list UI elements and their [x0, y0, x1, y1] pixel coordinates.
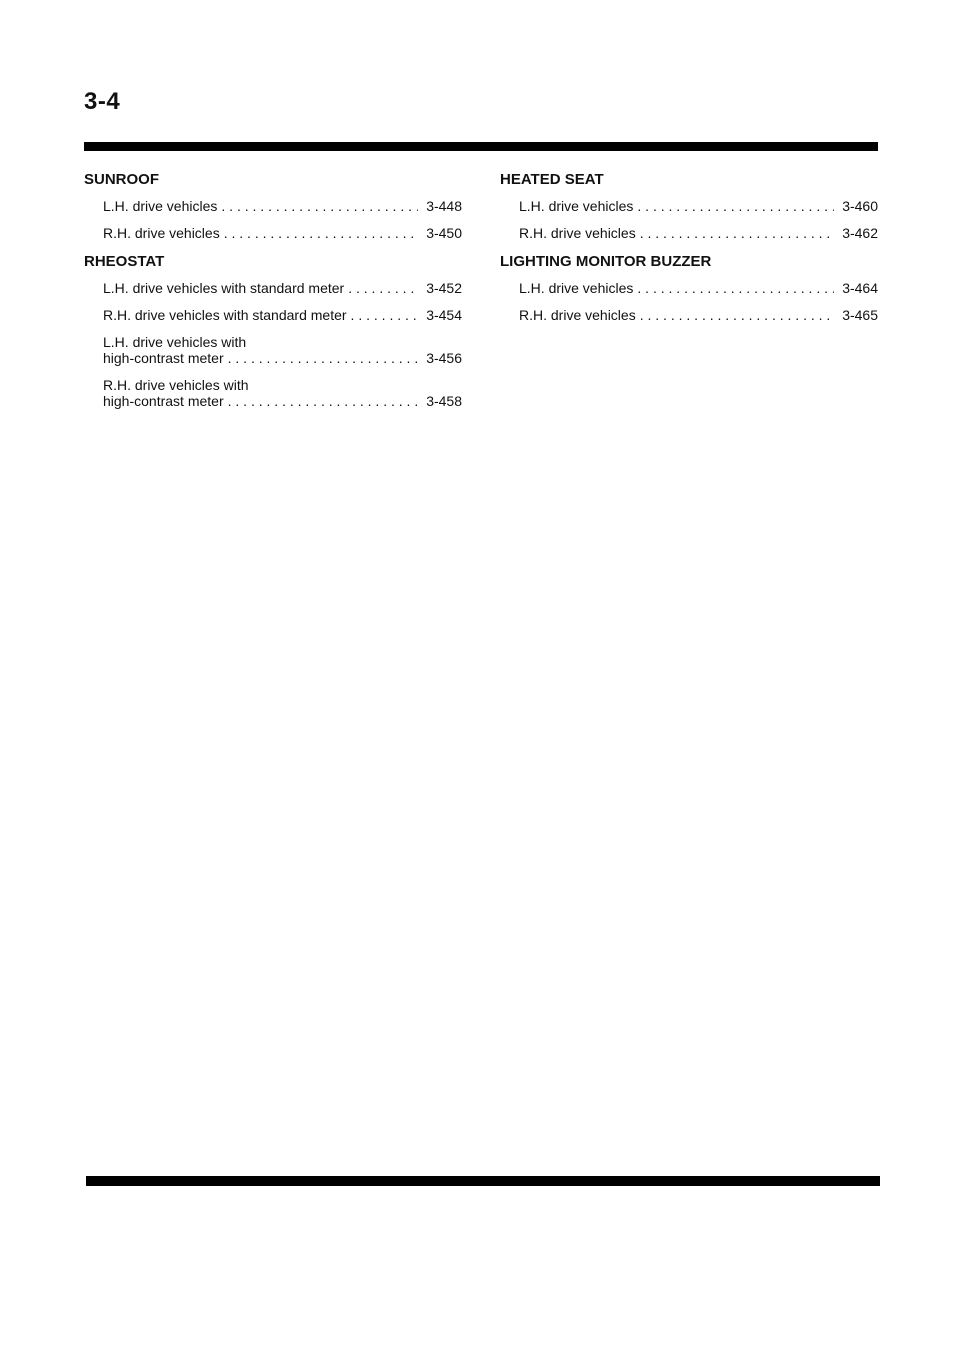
dot-leader [348, 280, 418, 296]
entry-page-number: 3-448 [426, 198, 462, 214]
contents-column-right [500, 170, 878, 334]
contents-entry[interactable] [519, 280, 878, 296]
contents-section [84, 252, 462, 409]
section-title: HEATED SEAT [500, 171, 604, 188]
dot-leader [637, 198, 834, 214]
entry-label: L.H. drive vehicles [519, 198, 634, 214]
entry-page-number: 3-454 [426, 307, 462, 323]
entry-label: L.H. drive vehicles [103, 198, 218, 214]
contents-entry[interactable] [519, 198, 878, 214]
entry-page-number: 3-456 [426, 350, 462, 366]
entry-label: L.H. drive vehicles with standard meter [103, 280, 345, 296]
entry-label-line1: L.H. drive vehicles with [103, 334, 247, 350]
entry-label-line1: R.H. drive vehicles with [103, 377, 249, 393]
contents-entry[interactable] [103, 280, 462, 296]
section-title: SUNROOF [84, 171, 159, 188]
contents-section [84, 170, 462, 241]
dot-leader [637, 280, 834, 296]
entry-page-number: 3-460 [842, 198, 878, 214]
section-title: RHEOSTAT [84, 253, 165, 270]
entry-page-number: 3-465 [842, 307, 878, 323]
entry-label: L.H. drive vehicles [519, 280, 634, 296]
entry-page-number: 3-450 [426, 225, 462, 241]
contents-entry[interactable] [103, 334, 462, 366]
dot-leader [640, 225, 834, 241]
entry-page-number: 3-464 [842, 280, 878, 296]
entry-page-number: 3-452 [426, 280, 462, 296]
entry-label: R.H. drive vehicles [103, 225, 220, 241]
dot-leader [351, 307, 418, 323]
contents-entry[interactable] [103, 198, 462, 214]
entry-label: R.H. drive vehicles with standard meter [103, 307, 347, 323]
contents-section [500, 170, 878, 241]
bottom-divider-rule [86, 1176, 880, 1186]
dot-leader [224, 225, 418, 241]
entry-label: R.H. drive vehicles [519, 307, 636, 323]
dot-leader [221, 198, 418, 214]
contents-entry[interactable] [103, 377, 462, 409]
entry-label: high-contrast meter [103, 350, 224, 366]
entry-label: R.H. drive vehicles [519, 225, 636, 241]
page-number: 3-4 [84, 88, 121, 115]
contents-entry[interactable] [519, 307, 878, 323]
section-title: LIGHTING MONITOR BUZZER [500, 253, 712, 270]
dot-leader [228, 393, 418, 409]
contents-entry[interactable] [103, 225, 462, 241]
entry-label: high-contrast meter [103, 393, 224, 409]
contents-section [500, 252, 878, 323]
contents-entry[interactable] [519, 225, 878, 241]
entry-page-number: 3-458 [426, 393, 462, 409]
contents-column-left [84, 170, 462, 420]
top-divider-rule [84, 142, 878, 151]
contents-entry[interactable] [103, 307, 462, 323]
entry-page-number: 3-462 [842, 225, 878, 241]
dot-leader [228, 350, 418, 366]
dot-leader [640, 307, 834, 323]
